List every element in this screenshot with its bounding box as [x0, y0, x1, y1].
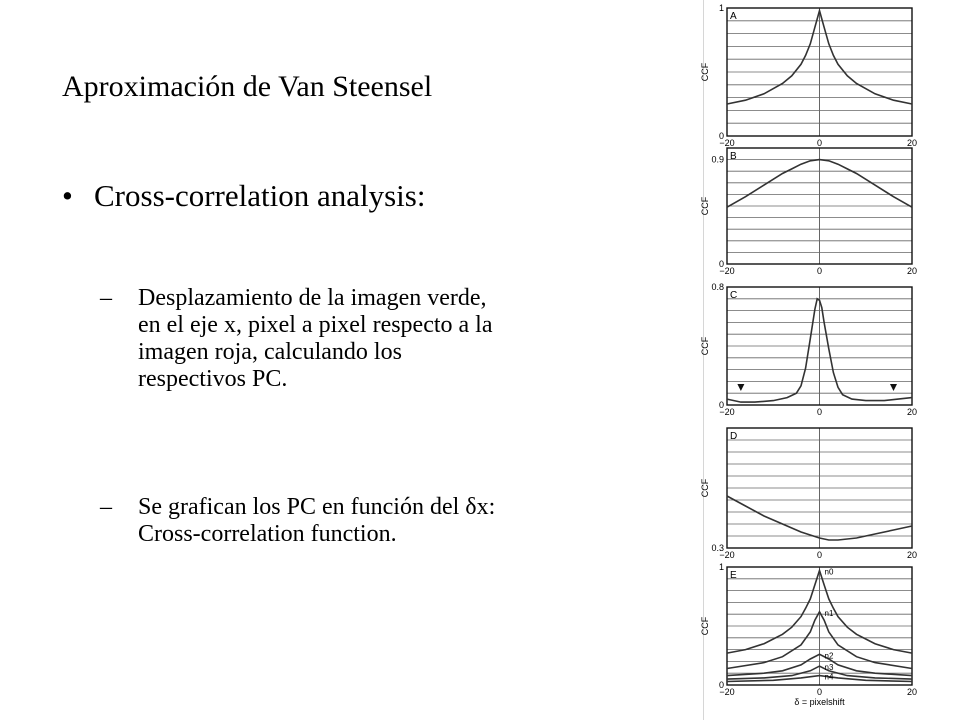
y-axis-label: CCF	[700, 478, 710, 498]
y-tick-label: 0.8	[711, 282, 724, 292]
x-tick-label: 20	[906, 138, 918, 148]
subitem-line: Cross-correlation function.	[138, 521, 397, 547]
x-tick-label: −20	[719, 407, 735, 417]
y-tick-label: 1	[718, 562, 724, 572]
arrow-marker	[890, 384, 897, 391]
x-tick-label: 20	[906, 550, 918, 560]
y-axis-label: CCF	[700, 616, 710, 636]
y-tick-label: 1	[718, 3, 724, 13]
y-tick-label: 0.3	[711, 543, 724, 553]
series-label: n4	[824, 672, 834, 682]
subitem-line: Desplazamiento de la imagen verde,	[138, 285, 487, 311]
subitem-line: Se grafican los PC en función del δx:	[138, 494, 496, 520]
x-tick-label: 0	[816, 687, 823, 697]
panel-e	[700, 562, 917, 707]
subitem-line: respectivos PC.	[138, 366, 288, 392]
subitem-marker: –	[100, 494, 112, 520]
panel-label: D	[730, 431, 738, 442]
arrow-marker	[737, 384, 744, 391]
y-tick-label: 0	[718, 680, 724, 690]
x-tick-label: 0	[816, 407, 823, 417]
panel-label: A	[730, 11, 737, 22]
y-tick-label: 0	[718, 259, 724, 269]
y-tick-label: 0	[718, 131, 724, 141]
x-tick-label: −20	[719, 138, 735, 148]
bullet-text: Cross-correlation analysis:	[94, 178, 426, 213]
slide-title: Aproximación de Van Steensel	[62, 70, 433, 103]
x-tick-label: −20	[719, 266, 735, 276]
panel-c	[700, 282, 917, 417]
y-axis-label: CCF	[700, 336, 710, 356]
panel-label: C	[730, 290, 738, 301]
panel-b	[700, 148, 917, 276]
x-tick-label: 20	[906, 687, 918, 697]
subitem-line: imagen roja, calculando los	[138, 339, 402, 365]
subitem-marker: –	[100, 285, 112, 311]
x-tick-label: 0	[816, 138, 823, 148]
y-axis-label: CCF	[700, 62, 710, 82]
y-tick-label: 0	[718, 400, 724, 410]
y-tick-label: 0.9	[711, 154, 724, 165]
subitem-desplazamiento	[100, 285, 640, 393]
bullet-item	[62, 178, 425, 214]
subitem-line: en el eje x, pixel a pixel respecto a la	[138, 312, 493, 338]
x-tick-label: 0	[816, 266, 823, 276]
x-axis-label: δ = pixelshift	[794, 697, 845, 707]
x-tick-label: −20	[719, 687, 735, 697]
x-tick-label: 20	[906, 407, 918, 417]
series-label: n0	[824, 567, 834, 577]
x-tick-label: 20	[906, 266, 918, 276]
panel-label: E	[730, 570, 737, 581]
series-label: n3	[824, 663, 834, 673]
subitem-grafican	[100, 494, 640, 548]
series-label: n1	[824, 608, 834, 618]
bullet-marker: •	[62, 178, 73, 213]
panel-d	[700, 428, 917, 560]
ccf-figure	[690, 0, 960, 720]
panel-label: B	[730, 151, 737, 162]
y-axis-label: CCF	[700, 196, 710, 216]
panel-a	[700, 3, 917, 148]
x-tick-label: 0	[816, 550, 823, 560]
series-label: n2	[824, 651, 834, 661]
x-tick-label: −20	[719, 550, 735, 560]
